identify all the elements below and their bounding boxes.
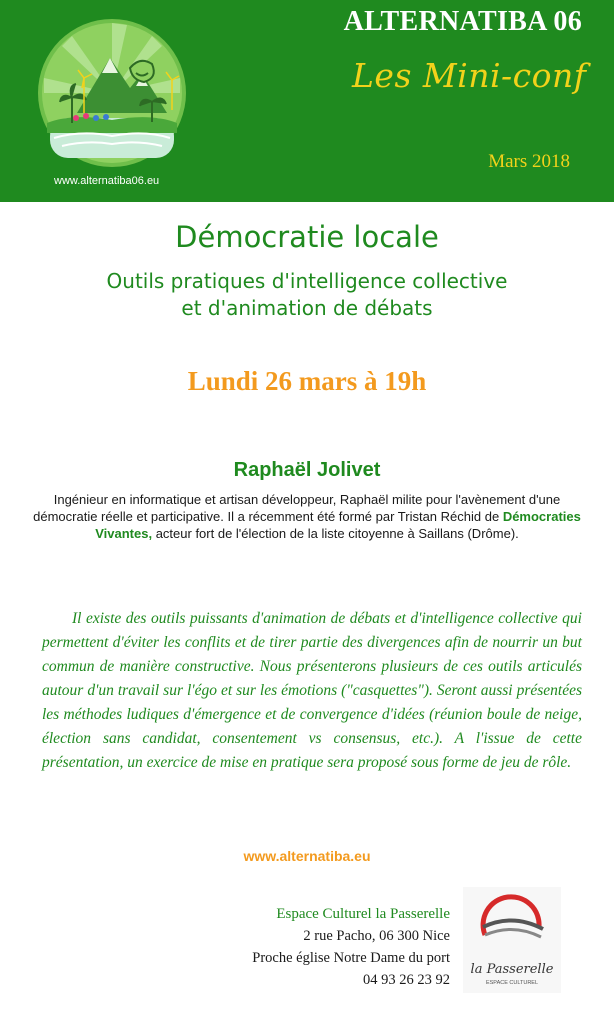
subtitle-line-2: et d'animation de débats bbox=[181, 296, 433, 320]
passerelle-logo-text: la Passerelle bbox=[470, 962, 554, 977]
header-banner bbox=[0, 0, 614, 202]
passerelle-logo bbox=[463, 887, 561, 993]
venue-landmark: Proche église Notre Dame du port bbox=[252, 950, 450, 966]
footer-website[interactable]: www.alternatiba.eu bbox=[243, 848, 371, 864]
venue-block bbox=[252, 903, 450, 991]
talk-subtitle bbox=[0, 268, 614, 322]
bio-organization: Démocraties Vivantes, bbox=[95, 509, 581, 541]
event-date: Lundi 26 mars à 19h bbox=[187, 366, 427, 396]
bio-text-2: acteur fort de l'élection de la liste citoyenne à Saillans (Drôme). bbox=[152, 526, 519, 541]
bio-text-1: Ingénieur en informatique et artisan développeur, Raphaël milite pour l'avènement d'une démocratie réelle et participative. Il a récemment été formé par Tristan Réchid de bbox=[33, 492, 561, 524]
subtitle-line-1: Outils pratiques d'intelligence collective bbox=[106, 269, 508, 293]
venue-phone: 04 93 26 23 92 bbox=[363, 972, 450, 988]
venue-address: 2 rue Pacho, 06 300 Nice bbox=[303, 928, 450, 944]
talk-description: Il existe des outils puissants d'animation de débats et d'intelligence collective qui permettent d'éviter les conflits et de tirer partie des divergences afin de nourrir un but commun de manière constructive. Nous présenterons plusieurs de ces outils articulés autour d'un travail sur l'égo et sur les émotions ("casquettes"). Seront aussi présentées les méthodes ludiques d'émergence et de convergence d'idées (réunion boule de neige, élection sans candidat, consentement vs consensus, etc.). A l'issue de cette présentation, un exercice de mise en pratique sera proposé sous forme de jeu de rôle. bbox=[42, 610, 582, 771]
passerelle-logo-sub: ESPACE CULTUREL bbox=[485, 980, 539, 986]
event-month: Mars 2018 bbox=[488, 151, 570, 172]
speaker-name: Raphaël Jolivet bbox=[233, 459, 381, 481]
talk-topic: Démocratie locale bbox=[175, 220, 439, 254]
speaker-bio bbox=[30, 491, 584, 542]
header-website[interactable]: www.alternatiba06.eu bbox=[54, 175, 160, 187]
org-title: ALTERNATIBA 06 bbox=[343, 6, 582, 37]
alternatiba-logo bbox=[32, 18, 192, 168]
venue-name: Espace Culturel la Passerelle bbox=[276, 906, 450, 922]
series-title: Les Mini-conf bbox=[352, 56, 587, 95]
